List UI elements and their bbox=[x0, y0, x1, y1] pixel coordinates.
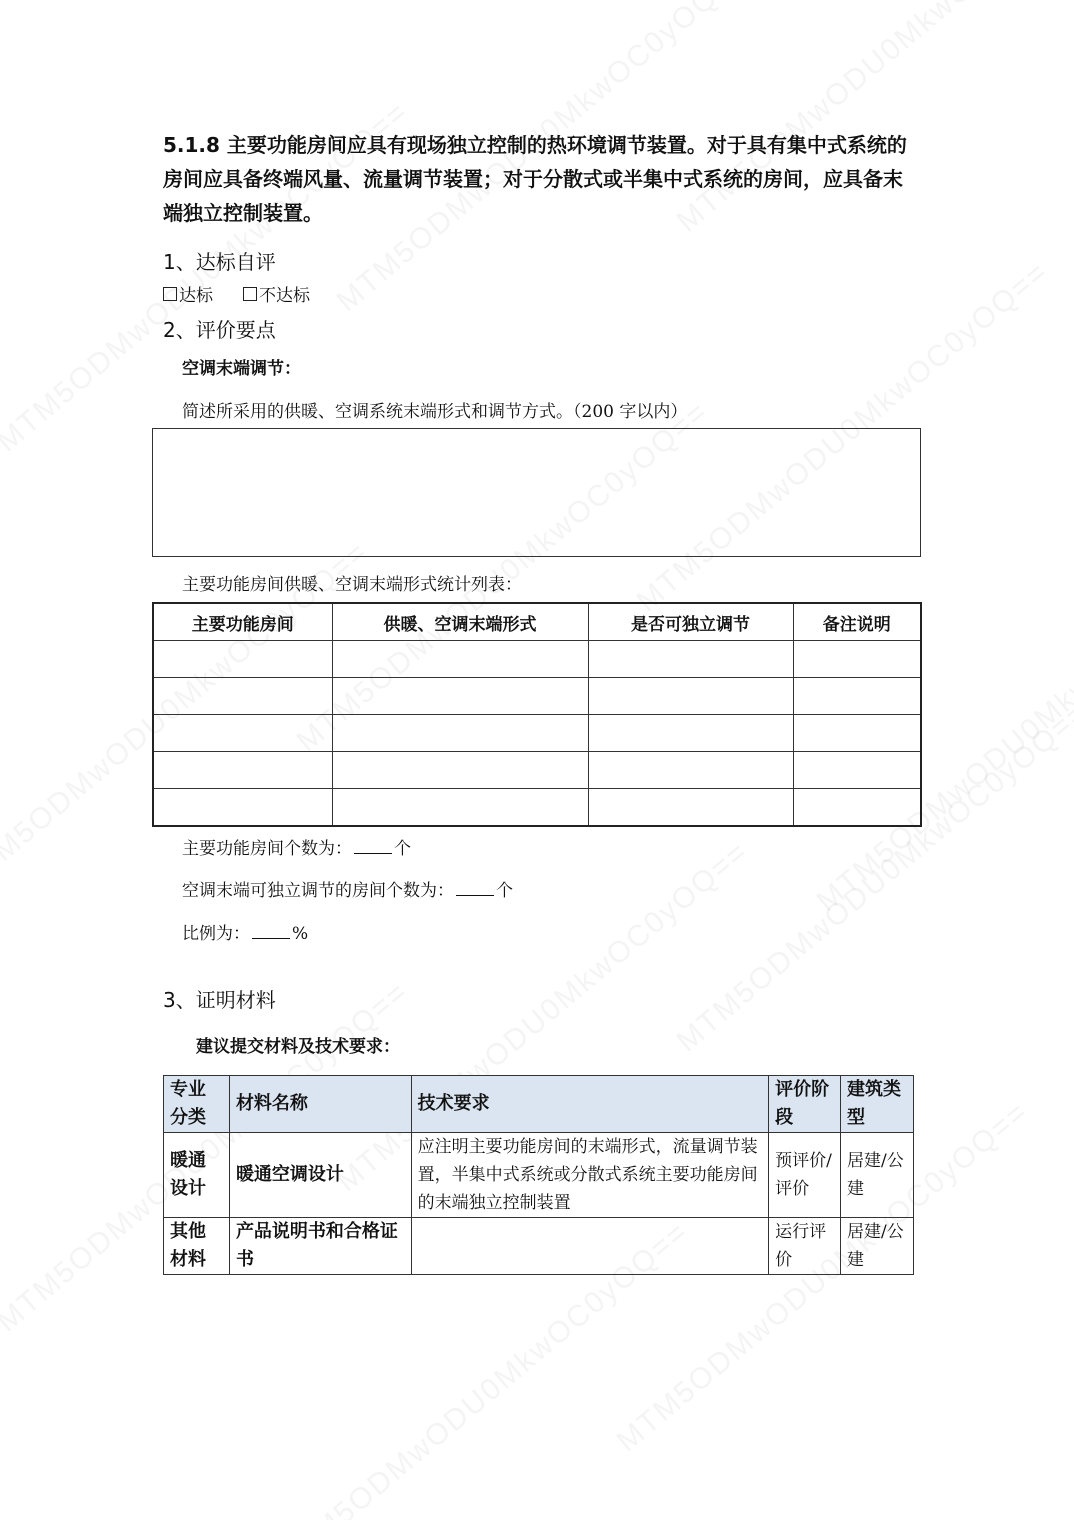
section2-title: 2、评价要点 bbox=[163, 318, 276, 342]
table-cell[interactable] bbox=[588, 641, 793, 678]
table-cell[interactable] bbox=[332, 789, 588, 827]
clause-heading: 5.1.8 主要功能房间应具有现场独立控制的热环境调节装置。对于具有集中式系统的房间应具备终端风量、流量调节装置；对于分散式或半集中式系统的房间，应具备末端独立控制装置。 bbox=[163, 133, 907, 225]
row-tech-req bbox=[411, 1218, 768, 1275]
ratio-label: 比例为： bbox=[182, 924, 250, 944]
row-stage: 预评价/评价 bbox=[769, 1133, 841, 1218]
col-room: 主要功能房间 bbox=[153, 603, 332, 641]
table-cell[interactable] bbox=[332, 752, 588, 789]
adjustable-count-label: 空调末端可独立调节的房间个数为： bbox=[182, 881, 454, 901]
ratio-blank[interactable] bbox=[252, 920, 290, 939]
row-stage: 运行评价 bbox=[769, 1218, 841, 1275]
table-cell[interactable] bbox=[793, 752, 921, 789]
checkbox-pass[interactable] bbox=[163, 287, 177, 301]
option-pass-label: 达标 bbox=[179, 286, 213, 306]
table-row bbox=[153, 641, 921, 678]
table-cell[interactable] bbox=[588, 789, 793, 827]
table-cell[interactable] bbox=[332, 641, 588, 678]
row-building-type: 居建/公建 bbox=[841, 1218, 914, 1275]
table-cell[interactable] bbox=[793, 715, 921, 752]
table-cell[interactable] bbox=[153, 678, 332, 715]
row-building-type: 居建/公建 bbox=[841, 1133, 914, 1218]
row-major: 其他材料 bbox=[164, 1218, 230, 1275]
section3-subtitle: 建议提交材料及技术要求： bbox=[196, 1037, 400, 1057]
room-count-label: 主要功能房间个数为： bbox=[182, 839, 352, 859]
table-cell[interactable] bbox=[332, 715, 588, 752]
description-textbox[interactable] bbox=[152, 428, 921, 557]
table-row bbox=[153, 789, 921, 827]
table-row bbox=[153, 752, 921, 789]
section1-title: 1、达标自评 bbox=[163, 250, 276, 274]
table-cell[interactable] bbox=[153, 789, 332, 827]
col-major: 专业分类 bbox=[164, 1076, 230, 1133]
table-cell[interactable] bbox=[793, 789, 921, 827]
ratio-line bbox=[182, 919, 308, 944]
table-row bbox=[164, 1218, 914, 1275]
adjustable-count-blank[interactable] bbox=[456, 877, 494, 896]
col-independent: 是否可独立调节 bbox=[588, 603, 793, 641]
col-building-type: 建筑类型 bbox=[841, 1076, 914, 1133]
option-fail-label: 不达标 bbox=[259, 286, 310, 306]
checkbox-fail[interactable] bbox=[243, 287, 257, 301]
row-material-name: 产品说明书和合格证书 bbox=[229, 1218, 411, 1275]
row-tech-req: 应注明主要功能房间的末端形式，流量调节装置，半集中式系统或分散式系统主要功能房间的末端独立控制装置 bbox=[411, 1133, 768, 1218]
table-row bbox=[153, 678, 921, 715]
section2-subtitle: 空调末端调节： bbox=[182, 359, 301, 379]
adjustable-count-line bbox=[182, 876, 513, 901]
table-cell[interactable] bbox=[793, 678, 921, 715]
terminal-stat-table bbox=[152, 602, 922, 827]
section3-title: 3、证明材料 bbox=[163, 988, 276, 1012]
table-cell[interactable] bbox=[588, 678, 793, 715]
table-cell[interactable] bbox=[153, 715, 332, 752]
materials-table bbox=[163, 1075, 914, 1275]
col-material-name: 材料名称 bbox=[229, 1076, 411, 1133]
col-remark: 备注说明 bbox=[793, 603, 921, 641]
table-row bbox=[164, 1133, 914, 1218]
table-row bbox=[153, 715, 921, 752]
row-major: 暖通设计 bbox=[164, 1133, 230, 1218]
table-cell[interactable] bbox=[153, 641, 332, 678]
room-count-line bbox=[182, 834, 411, 859]
col-stage: 评价阶段 bbox=[769, 1076, 841, 1133]
room-count-unit: 个 bbox=[394, 839, 411, 859]
table-cell[interactable] bbox=[153, 752, 332, 789]
room-count-blank[interactable] bbox=[354, 835, 392, 854]
description-prompt: 简述所采用的供暖、空调系统末端形式和调节方式。（200 字以内） bbox=[182, 402, 688, 422]
ratio-unit: % bbox=[292, 924, 309, 944]
table-cell[interactable] bbox=[332, 678, 588, 715]
table-cell[interactable] bbox=[588, 715, 793, 752]
option-pass[interactable] bbox=[163, 281, 213, 306]
col-terminal: 供暖、空调末端形式 bbox=[332, 603, 588, 641]
table-cell[interactable] bbox=[588, 752, 793, 789]
row-material-name: 暖通空调设计 bbox=[229, 1133, 411, 1218]
adjustable-count-unit: 个 bbox=[496, 881, 513, 901]
option-fail[interactable] bbox=[243, 281, 310, 306]
table-caption: 主要功能房间供暖、空调末端形式统计列表： bbox=[182, 575, 522, 595]
table-cell[interactable] bbox=[793, 641, 921, 678]
self-eval-options bbox=[163, 281, 310, 306]
col-tech-req: 技术要求 bbox=[411, 1076, 768, 1133]
